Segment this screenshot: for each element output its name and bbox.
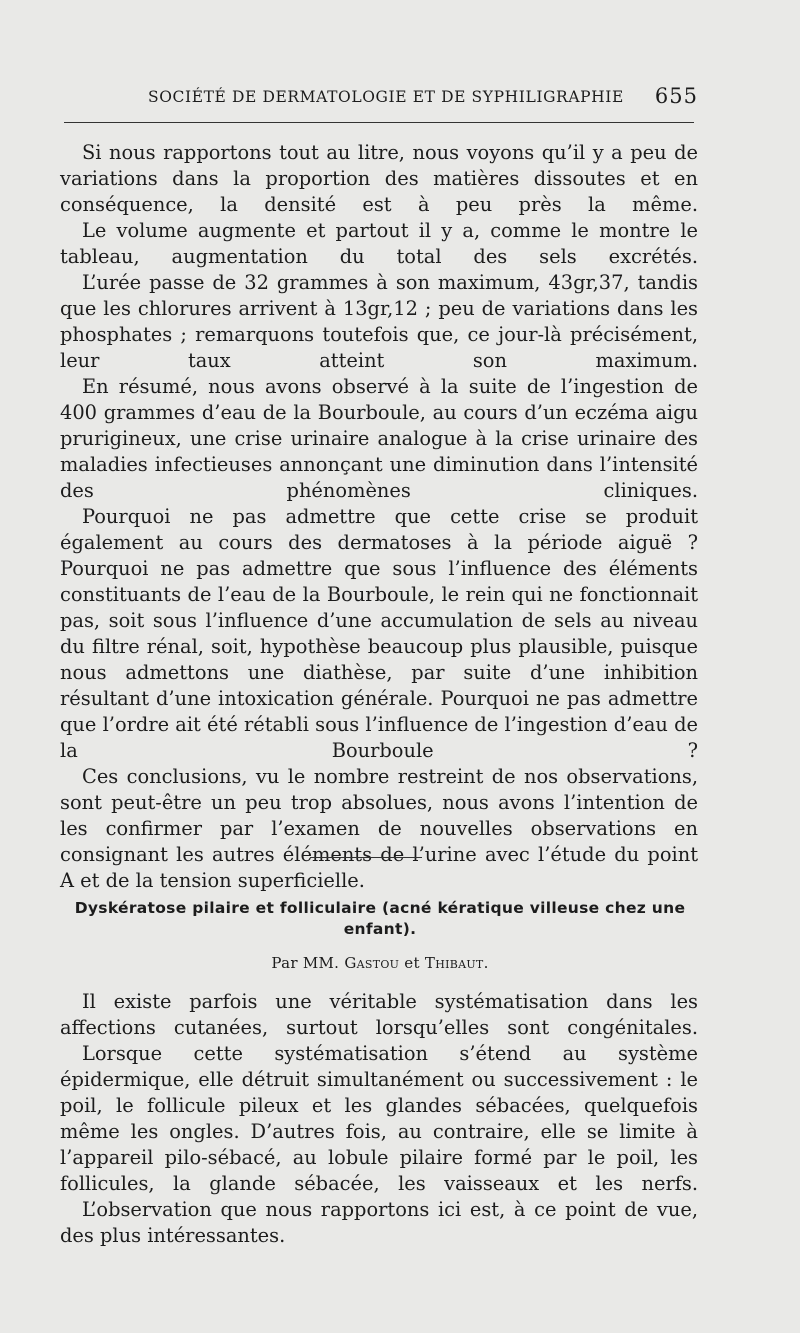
paragraph: L’urée passe de 32 grammes à son maximum, 43gr,37, tandis que les chlorures arrivent à 13gr,12 ; peu de variations dans les phosphates ; remarquons toutefois que, ce jour-là précisément, leur taux atteint son maximum.	[60, 271, 698, 372]
paragraph: Pourquoi ne pas admettre que cette crise se produit également au cours des dermatoses à la période aiguë ? Pourquoi ne pas admettre que sous l’influence des éléments constituants de l’eau de la Bourboule, le rein qui ne fonctionnait pas, soit sous l’influence d’une accumulation de sels au niveau du filtre rénal, soit, hypothèse beaucoup plus plausible, puisque nous admettons une diathèse, par suite d’une inhibition résultant d’une intoxication générale. Pourquoi ne pas admettre que l’ordre ait été rétabli sous l’influence de l’ingestion d’eau de la Bourboule ?	[60, 505, 698, 762]
paragraph: L’observation que nous rapportons ici est, à ce point de vue, des plus intéressantes.	[60, 1198, 698, 1247]
author-name: Gastou	[344, 954, 400, 972]
authors-join: et	[404, 954, 420, 972]
page-header	[60, 84, 700, 114]
section-divider	[310, 857, 422, 858]
section-2-text	[60, 989, 698, 1249]
author-name: Thibaut.	[424, 954, 489, 972]
paragraph: Il existe parfois une véritable systématisation dans les affections cutanées, surtout lorsqu’elles sont congénitales.	[60, 990, 698, 1039]
paragraph: Lorsque cette systématisation s’étend au système épidermique, elle détruit simultanément ou successivement : le poil, le follicule pileux et les glandes sébacées, quelquefois même les ongles. D’autres fois, au contraire, elle se limite à l’appareil pilo-sébacé, au lobule pilaire formé par le poil, les follicules, la glande sébacée, les vaisseaux et les nerfs.	[60, 1042, 698, 1195]
paragraph: Ces conclusions, vu le nombre restreint de nos observations, sont peut-être un peu trop absolues, nous avons l’intention de les confirmer par l’examen de nouvelles observations en consignant les autres éléments de l’urine avec l’étude du point A et de la tension superficielle.	[60, 765, 698, 892]
paragraph: Le volume augmente et partout il y a, comme le montre le tableau, augmentation du total des sels excrétés.	[60, 219, 698, 268]
article-title: Dyskératose pilaire et folliculaire (acné kératique villeuse chez une enfant).	[74, 899, 686, 938]
article-authors	[60, 954, 700, 972]
authors-prefix: Par MM.	[271, 954, 340, 972]
paragraph: En résumé, nous avons observé à la suite de l’ingestion de 400 grammes d’eau de la Bourboule, au cours d’un eczéma aigu prurigineux, une crise urinaire analogue à la crise urinaire des maladies infectieuses annonçant une diminution dans l’intensité des phénomènes cliniques.	[60, 375, 698, 502]
running-title: SOCIÉTÉ DE DERMATOLOGIE ET DE SYPHILIGRAPHIE	[148, 88, 624, 106]
page-number: 655	[654, 84, 698, 108]
paragraph: Si nous rapportons tout au litre, nous voyons qu’il y a peu de variations dans la proportion des matières dissoutes et en conséquence, la densité est à peu près la même.	[60, 141, 698, 216]
section-1-text	[60, 140, 698, 894]
header-rule	[64, 122, 694, 123]
